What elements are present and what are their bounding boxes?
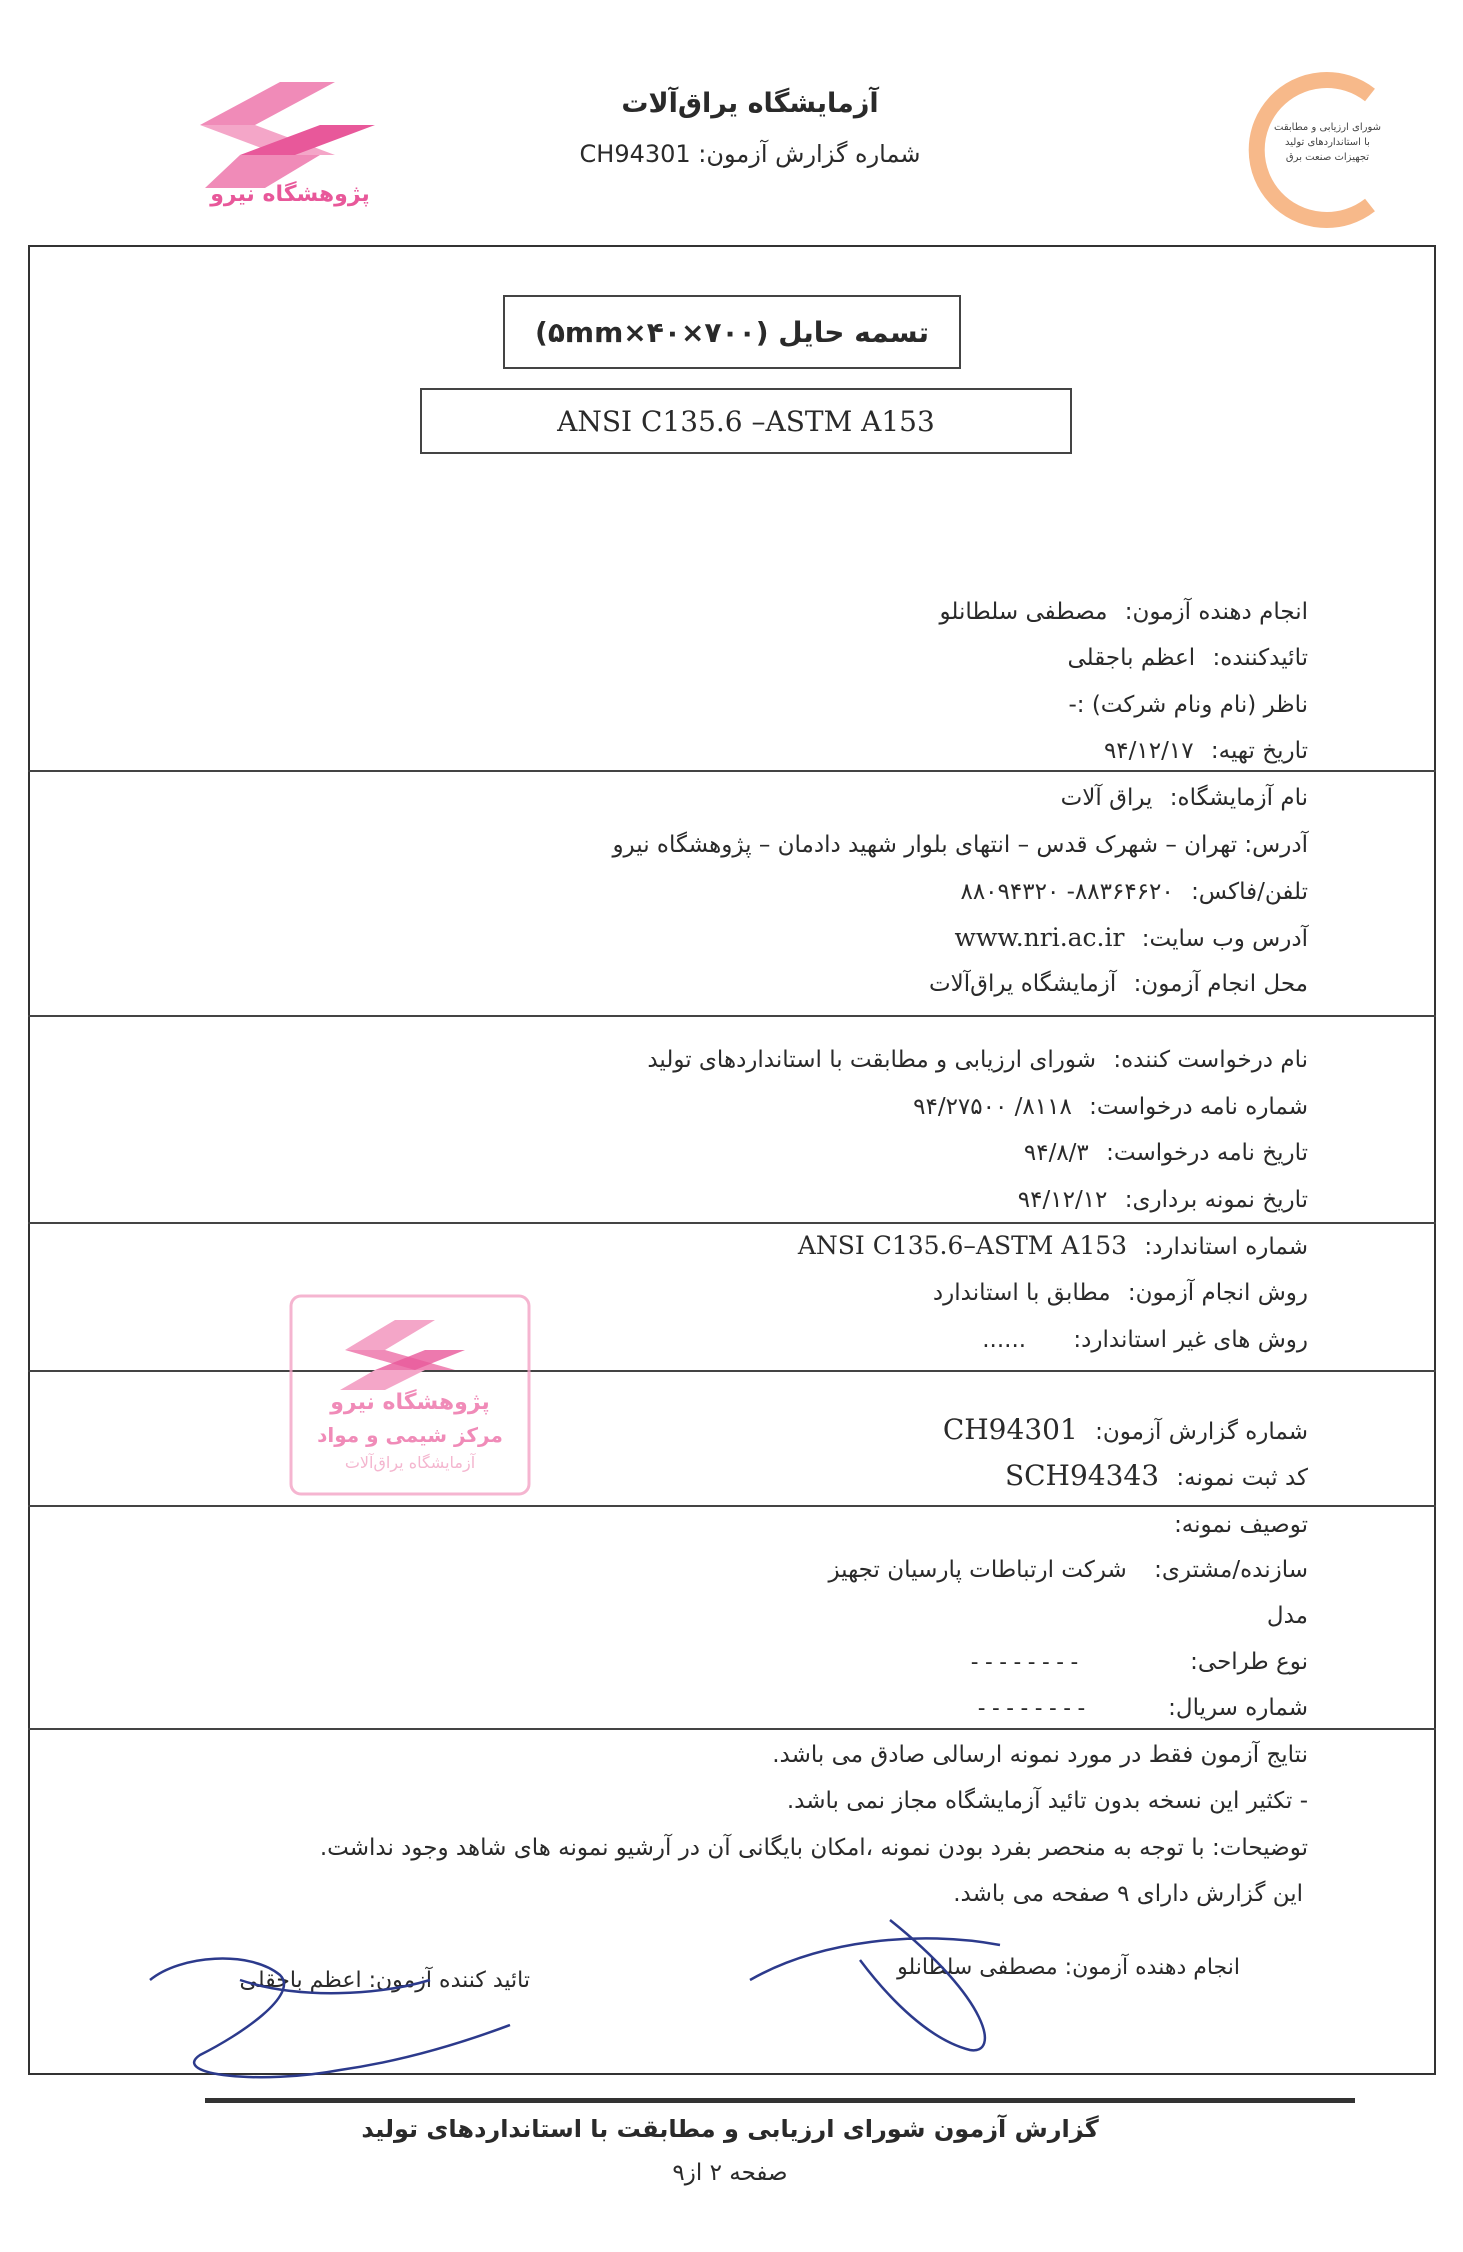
product-title-box: [503, 295, 961, 369]
note-line: این گزارش دارای ۹ صفحه می باشد.: [953, 1881, 1303, 1907]
field-label: تلفن/فاکس:: [1191, 879, 1308, 905]
maker-row: [308, 1550, 1308, 1590]
field-label: سازنده/مشتری:: [1154, 1557, 1308, 1583]
field-label: کد ثبت نمونه:: [1176, 1465, 1308, 1491]
lab-name-row: [308, 778, 1308, 818]
field-label: روش های غیر استاندارد:: [1073, 1327, 1308, 1353]
nri-logo-text: پژوهشگاه نیرو: [210, 182, 370, 207]
approver-signature: [140, 1935, 520, 2100]
field-label: تاریخ تهیه:: [1210, 738, 1308, 764]
stamp-line-1: پژوهشگاه نیرو: [330, 1390, 490, 1415]
standard-title: ANSI C135.6 –ASTM A153: [557, 404, 935, 438]
requester-row: [308, 1040, 1308, 1080]
stamp-line-3: آزمایشگاه یراق‌آلات: [344, 1453, 476, 1472]
section-divider: [28, 1728, 1436, 1730]
section-divider: [28, 770, 1436, 772]
approver-signature-label: تائید کننده آزمون: اعظم باجقلی: [239, 1968, 530, 1993]
section-divider: [28, 1015, 1436, 1017]
approver-row: [308, 638, 1308, 678]
footer-text: گزارش آزمون شورای ارزیابی و مطابقت با استانداردهای تولید: [361, 2115, 1099, 2143]
serial-number-value: --------: [975, 1696, 1089, 1721]
supervisor-row: [308, 685, 1308, 725]
field-label: نام درخواست کننده:: [1113, 1047, 1308, 1073]
field-label: آدرس:: [1244, 832, 1308, 858]
council-logo: [1230, 70, 1400, 230]
performer-signature-label: انجام دهنده آزمون: مصطفی سلطانلو: [897, 1955, 1240, 1980]
section-divider: [28, 1222, 1436, 1224]
performer-signature: [740, 1900, 1070, 2060]
field-value: ۸۱۱۸/ ۹۴/۲۷۵۰۰: [913, 1094, 1072, 1120]
stamp-line-2: مرکز شیمی و مواد: [317, 1423, 503, 1447]
field-label: شماره استاندارد:: [1144, 1234, 1308, 1260]
design-type-value: --------: [968, 1650, 1082, 1675]
sampling-date-row: [308, 1180, 1308, 1220]
field-label: شماره گزارش آزمون:: [1095, 1419, 1308, 1445]
page-number: صفحه ۲ از۹: [672, 2160, 788, 2186]
standard-number-row: [308, 1226, 1308, 1266]
field-label: تاریخ نمونه برداری:: [1124, 1187, 1308, 1213]
lab-stamp: [285, 1290, 535, 1500]
field-value: CH94301: [942, 1413, 1078, 1446]
field-value: ۸۸۳۶۴۶۲۰- ۸۸۰۹۴۳۲۰: [960, 879, 1174, 905]
field-value: تهران – شهرک قدس – انتهای بلوار شهید دادمان – پژوهشگاه نیرو: [612, 832, 1238, 858]
field-label: تائیدکننده:: [1212, 645, 1308, 671]
field-value: مصطفی سلطانلو: [939, 599, 1108, 625]
note-line: - تکثیر این نسخه بدون تائید آزمایشگاه مجاز نمی باشد.: [786, 1788, 1308, 1814]
field-value: یراق آلات: [1060, 785, 1153, 811]
website-row: [308, 918, 1308, 958]
field-label: تاریخ نامه درخواست:: [1106, 1140, 1308, 1166]
design-type-row: نوع طراحی:: [1190, 1649, 1308, 1675]
note-line: توضیحات: با توجه به منحصر بفرد بودن نمونه ،امکان بایگانی آن در آرشیو نمونه های شاهد وجود نداشت.: [319, 1835, 1308, 1861]
field-value: ......: [982, 1327, 1027, 1353]
standard-title-box: [420, 388, 1072, 454]
field-value: ۹۴/۱۲/۱۷: [1103, 738, 1194, 764]
nri-logo: [185, 70, 395, 220]
council-logo-text: شورای ارزیابی و مطابقت با استانداردهای تولید تجهیزات صنعت برق: [1274, 122, 1381, 163]
field-value: شرکت ارتباطات پارسیان تجهیز: [828, 1557, 1127, 1583]
field-label: نام آزمایشگاه:: [1169, 785, 1308, 811]
field-value: ۹۴/۱۲/۱۲: [1017, 1187, 1108, 1213]
field-label: آدرس وب سایت:: [1141, 926, 1308, 952]
field-value: ۹۴/۸/۳: [1023, 1140, 1089, 1166]
field-label: ناظر (نام ونام شرکت) :-: [1068, 692, 1308, 718]
field-label: انجام دهنده آزمون:: [1124, 599, 1308, 625]
request-letter-date-row: [308, 1133, 1308, 1173]
request-letter-number-row: [308, 1087, 1308, 1127]
address-row: [308, 825, 1308, 865]
report-number-header: شماره گزارش آزمون: CH94301: [579, 140, 921, 168]
section-divider: [28, 1370, 1436, 1372]
field-value: ANSI C135.6–ASTM A153: [797, 1231, 1128, 1260]
model-row: مدل: [1266, 1603, 1308, 1629]
lab-title: آزمایشگاه یراق‌آلات: [621, 88, 879, 119]
phone-row: [308, 872, 1308, 912]
field-label: روش انجام آزمون:: [1127, 1280, 1308, 1306]
test-location-row: [308, 964, 1308, 1004]
field-label: شماره نامه درخواست:: [1089, 1094, 1308, 1120]
field-label: محل انجام آزمون:: [1133, 971, 1308, 997]
sample-description-heading: توصیف نمونه:: [1174, 1512, 1308, 1538]
website-link[interactable]: www.nri.ac.ir: [954, 923, 1125, 952]
footer-rule: [205, 2098, 1355, 2103]
field-value: اعظم باجقلی: [1067, 645, 1196, 671]
performer-row: [308, 592, 1308, 632]
prep-date-row: [308, 731, 1308, 771]
field-value: شورای ارزیابی و مطابقت با استانداردهای تولید: [647, 1047, 1097, 1073]
product-title: تسمه حایل (۷۰۰×۴۰×۵mm): [535, 315, 929, 349]
field-value: مطابق با استاندارد: [932, 1280, 1111, 1306]
field-value: آزمایشگاه یراق‌آلات: [928, 971, 1117, 997]
note-line: نتایج آزمون فقط در مورد نمونه ارسالی صادق می باشد.: [772, 1742, 1308, 1768]
field-value: SCH94343: [1004, 1459, 1160, 1492]
serial-number-row: شماره سریال:: [1168, 1695, 1308, 1721]
